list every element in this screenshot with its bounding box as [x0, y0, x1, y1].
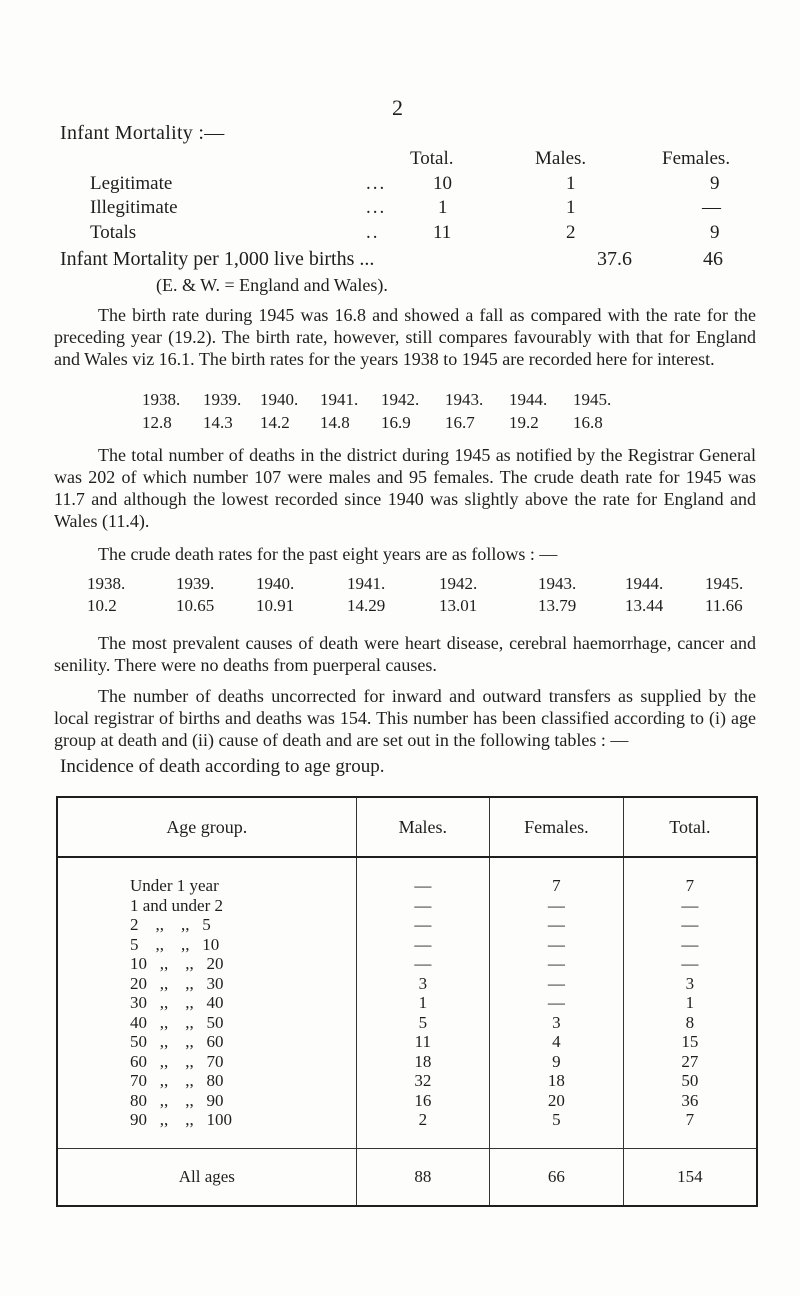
total-label: All ages: [57, 1148, 356, 1206]
birth-year: 1944.: [509, 390, 548, 409]
birth-rate-value: 16.9: [381, 413, 411, 432]
uncorrected-text: The number of deaths uncorrected for inward and outward transfers as supplied by the local registrar of births and deaths was 154. This number has been classified according to (i) age group at death and (ii) cause of death and are set out in the following tables : —: [54, 686, 756, 750]
crude-rate-value: 10.65: [176, 596, 215, 615]
age-group-cell: 20 ,, ,, 30: [57, 974, 356, 994]
abbreviation-note: (E. & W. = England and Wales).: [156, 275, 388, 295]
birth-rate-value: 14.3: [203, 413, 233, 432]
females-cell: —: [490, 935, 624, 955]
im-row-females: —: [702, 197, 721, 218]
males-cell: 1: [356, 993, 489, 1013]
age-group-cell: 1 and under 2: [57, 896, 356, 916]
table-row: [57, 974, 757, 994]
crude-year: 1938.: [87, 574, 126, 593]
table-row: [57, 1052, 757, 1072]
crude-year: 1941.: [347, 574, 386, 593]
birth-rate-paragraph: [54, 304, 756, 370]
birth-year: 1942.: [381, 390, 420, 409]
deaths-text: The total number of deaths in the district during 1945 as notified by the Registrar General was 202 of which number 107 were males and 95 females. The crude death rate for 1945 was 11.7 and although the lowest recorded since 1940 was slightly above the rate for England and Wales (11.4).: [54, 445, 756, 531]
total-females: 66: [490, 1148, 624, 1206]
females-cell: —: [490, 915, 624, 935]
im-header-females: Females.: [662, 148, 731, 169]
total-cell: 15: [623, 1032, 757, 1052]
males-cell: 5: [356, 1013, 489, 1033]
crude-year: 1944.: [625, 574, 664, 593]
crude-year: 1940.: [256, 574, 295, 593]
total-males: 88: [356, 1148, 489, 1206]
total-cell: 1: [623, 993, 757, 1013]
females-cell: 20: [490, 1091, 624, 1111]
crude-rate-value: 10.91: [256, 596, 295, 615]
crude-year: 1943.: [538, 574, 577, 593]
age-group-cell: 50 ,, ,, 60: [57, 1032, 356, 1052]
males-cell: —: [356, 857, 489, 896]
total-cell: —: [623, 954, 757, 974]
crude-rate-value: 14.29: [347, 596, 386, 615]
crude-rate-value: 13.79: [538, 596, 577, 615]
age-group-cell: Under 1 year: [57, 857, 356, 896]
header-females: Females.: [490, 797, 624, 857]
crude-rate-value: 11.66: [705, 596, 743, 615]
birth-rate-value: 14.2: [260, 413, 290, 432]
total-total: 154: [623, 1148, 757, 1206]
causes-paragraph: [54, 632, 756, 676]
table-row: [57, 1071, 757, 1091]
birth-rate-value: 12.8: [142, 413, 172, 432]
age-table-header-row: [57, 797, 757, 857]
total-cell: 27: [623, 1052, 757, 1072]
age-group-cell: 60 ,, ,, 70: [57, 1052, 356, 1072]
males-cell: 18: [356, 1052, 489, 1072]
females-cell: 5: [490, 1110, 624, 1148]
im-row-males: 1: [566, 197, 576, 218]
im-row-label: Legitimate: [90, 173, 173, 194]
table-row: [57, 896, 757, 916]
page-number: 2: [392, 95, 403, 120]
crude-rates-intro: [54, 543, 756, 565]
header-males: Males.: [356, 797, 489, 857]
table-row: [57, 935, 757, 955]
total-cell: 3: [623, 974, 757, 994]
crude-year: 1945.: [705, 574, 744, 593]
table-row: [57, 915, 757, 935]
total-cell: 50: [623, 1071, 757, 1091]
males-cell: —: [356, 935, 489, 955]
age-group-cell: 5 ,, ,, 10: [57, 935, 356, 955]
age-table-total-row: [57, 1148, 757, 1206]
age-group-cell: 70 ,, ,, 80: [57, 1071, 356, 1091]
crude-rates-intro-text: The crude death rates for the past eight years are as follows : —: [98, 544, 558, 564]
im-row-label: Illegitimate: [90, 197, 178, 218]
deaths-paragraph: [54, 444, 756, 532]
age-group-cell: 2 ,, ,, 5: [57, 915, 356, 935]
table-row: [57, 857, 757, 896]
im-row-total: 10: [433, 173, 452, 194]
age-group-table: [56, 796, 758, 1207]
infant-mortality-rate-value: 37.6: [597, 248, 632, 270]
age-group-cell: 30 ,, ,, 40: [57, 993, 356, 1013]
birth-rate-values-row: [0, 413, 800, 435]
im-row-dots: ..: [366, 222, 380, 243]
age-group-cell: 40 ,, ,, 50: [57, 1013, 356, 1033]
total-cell: —: [623, 915, 757, 935]
birth-rate-value: 16.7: [445, 413, 475, 432]
males-cell: 32: [356, 1071, 489, 1091]
table-row: [57, 954, 757, 974]
im-row-males: 1: [566, 173, 576, 194]
table-row: [57, 1013, 757, 1033]
im-row-total: 11: [433, 222, 452, 243]
total-cell: 7: [623, 857, 757, 896]
age-group-cell: 90 ,, ,, 100: [57, 1110, 356, 1148]
females-cell: —: [490, 954, 624, 974]
im-row-females: 9: [710, 173, 720, 194]
males-cell: 2: [356, 1110, 489, 1148]
total-cell: —: [623, 896, 757, 916]
age-table-body: [57, 857, 757, 1148]
birth-rate-text: The birth rate during 1945 was 16.8 and showed a fall as compared with the rate for the preceding year (19.2). The birth rate, however, still compares favourably with that for England and Wales viz 16.1. The birth rates for the years 1938 to 1945 are recorded here for interest.: [54, 305, 756, 369]
im-row-dots: ...: [366, 197, 387, 218]
infant-mortality-heading: Infant Mortality :—: [60, 122, 225, 144]
infant-mortality-rate-label: Infant Mortality per 1,000 live births ...: [60, 248, 375, 270]
infant-mortality-rate-ew: 46: [703, 248, 723, 270]
table-row: [57, 993, 757, 1013]
total-cell: —: [623, 935, 757, 955]
females-cell: —: [490, 896, 624, 916]
birth-year: 1945.: [573, 390, 612, 409]
males-cell: 3: [356, 974, 489, 994]
birth-year: 1938.: [142, 390, 181, 409]
age-group-cell: 10 ,, ,, 20: [57, 954, 356, 974]
total-cell: 36: [623, 1091, 757, 1111]
birth-rate-value: 19.2: [509, 413, 539, 432]
im-header-total: Total.: [410, 148, 454, 169]
birth-rate-years-row: [0, 390, 800, 412]
birth-rate-value: 16.8: [573, 413, 603, 432]
females-cell: 9: [490, 1052, 624, 1072]
header-age-group: Age group.: [57, 797, 356, 857]
table-row: [57, 1110, 757, 1148]
males-cell: —: [356, 954, 489, 974]
header-total: Total.: [623, 797, 757, 857]
total-cell: 8: [623, 1013, 757, 1033]
males-cell: —: [356, 896, 489, 916]
table-row: [57, 1032, 757, 1052]
birth-year: 1939.: [203, 390, 242, 409]
males-cell: 16: [356, 1091, 489, 1111]
birth-rate-value: 14.8: [320, 413, 350, 432]
birth-year: 1943.: [445, 390, 484, 409]
females-cell: 4: [490, 1032, 624, 1052]
crude-rate-value: 13.44: [625, 596, 664, 615]
birth-year: 1940.: [260, 390, 299, 409]
crude-rate-value: 13.01: [439, 596, 478, 615]
uncorrected-paragraph: [54, 685, 756, 751]
im-row-total: 1: [438, 197, 448, 218]
birth-year: 1941.: [320, 390, 359, 409]
crude-year: 1939.: [176, 574, 215, 593]
crude-rate-value: 10.2: [87, 596, 117, 615]
im-row-males: 2: [566, 222, 576, 243]
males-cell: —: [356, 915, 489, 935]
im-row-dots: ...: [366, 173, 387, 194]
females-cell: 3: [490, 1013, 624, 1033]
total-cell: 7: [623, 1110, 757, 1148]
males-cell: 11: [356, 1032, 489, 1052]
crude-rate-values-row: [0, 596, 800, 618]
females-cell: —: [490, 993, 624, 1013]
females-cell: —: [490, 974, 624, 994]
age-group-cell: 80 ,, ,, 90: [57, 1091, 356, 1111]
im-row-label: Totals: [90, 222, 137, 243]
im-header-males: Males.: [535, 148, 587, 169]
age-table-title: Incidence of death according to age group.: [60, 756, 385, 777]
table-row: [57, 1091, 757, 1111]
females-cell: 7: [490, 857, 624, 896]
females-cell: 18: [490, 1071, 624, 1091]
causes-text: The most prevalent causes of death were heart disease, cerebral haemorrhage, cancer and senility. There were no deaths from puerperal causes.: [54, 633, 756, 675]
crude-year: 1942.: [439, 574, 478, 593]
crude-rate-years-row: [0, 574, 800, 596]
im-row-females: 9: [710, 222, 720, 243]
